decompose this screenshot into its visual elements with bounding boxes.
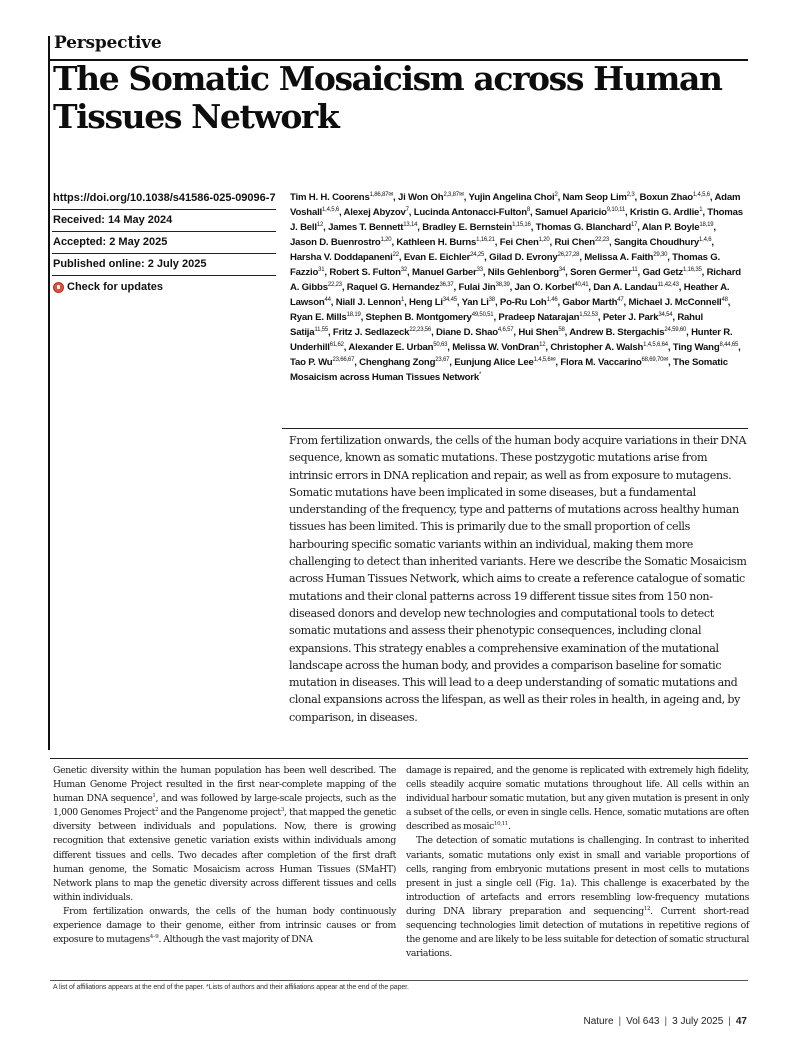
author-name: Yujin Angelina Choi	[468, 192, 555, 203]
author-name: Hunter R. Underhill	[290, 327, 733, 353]
author-name: Heather A. Lawson	[290, 282, 730, 308]
author-name: Diane D. Shao	[436, 327, 498, 338]
affiliation-marker: 1,86,87✉	[369, 192, 394, 198]
affiliation-marker: 18,19	[699, 222, 714, 228]
affiliation-marker: 38	[488, 297, 495, 303]
affiliation-marker: 8,44,65	[719, 342, 739, 348]
author-name: Soren Germer	[570, 267, 632, 278]
author-name: Rui Chen	[554, 237, 595, 248]
author-name: Alan P. Boyle	[641, 222, 700, 233]
citation-ref[interactable]: 3	[280, 807, 284, 814]
affiliation-marker: 11,42,43	[657, 282, 679, 288]
author-name: Richard A. Gibbs	[290, 267, 741, 293]
affiliation-marker: 24,59,60	[664, 327, 687, 333]
author-name: Tao P. Wu	[290, 357, 333, 368]
author-name: Jan O. Korbel	[514, 282, 575, 293]
affiliation-marker: 44	[324, 297, 331, 303]
author-name: Kathleen H. Burns	[396, 237, 477, 248]
author-name: Tim H. H. Coorens	[290, 192, 370, 203]
affiliation-marker: 22,23	[594, 237, 609, 243]
author-name: Alexej Abyzov	[343, 207, 406, 218]
affiliation-marker: 17	[631, 222, 638, 228]
doi-link[interactable]: https://doi.org/10.1038/s41586-025-09096-7	[53, 192, 276, 204]
affiliation-marker: 23,66,67	[332, 357, 355, 363]
affiliation-marker: 47	[617, 297, 624, 303]
affiliation-marker: 34	[558, 267, 566, 273]
affiliation-marker: 11,55	[314, 327, 328, 333]
affiliation-marker: 1,4,6	[699, 237, 712, 243]
affiliation-marker: 49,50,51	[471, 312, 494, 318]
affiliation-marker: 38,39	[495, 282, 510, 288]
author-name: Kristin G. Ardlie	[629, 207, 700, 218]
author-name: Eunjung Alice Lee	[454, 357, 534, 368]
affiliation-marker: 2,3	[626, 192, 635, 198]
author-name: Robert S. Fulton	[329, 267, 401, 278]
author-name: Gabor Marth	[562, 297, 618, 308]
author-name: The Somatic Mosaicism across Human Tissues Network	[290, 357, 728, 383]
affiliation-marker: 24,25	[470, 252, 485, 258]
affiliation-marker: 33	[476, 267, 483, 273]
author-name: Christopher A. Walsh	[550, 342, 644, 353]
check-for-updates-button[interactable]	[52, 275, 276, 297]
author-name: Dan A. Landau	[593, 282, 658, 293]
author-name: Manuel Garber	[411, 267, 477, 278]
crossmark-icon	[53, 282, 64, 293]
affiliation-marker: 18,19	[346, 312, 361, 318]
author-name: Boxun Zhao	[639, 192, 693, 203]
affiliation-marker: 1,4,5,6,64	[643, 342, 668, 348]
affiliation-marker: 68,69,70✉	[641, 357, 669, 363]
affiliation-marker: 1,52,53	[579, 312, 598, 318]
affiliation-marker: 2,3,87✉	[443, 192, 464, 198]
left-vertical-rule	[48, 36, 50, 750]
author-name: Flora M. Vaccarino	[560, 357, 642, 368]
affiliation-marker: 34,54	[658, 312, 673, 318]
author-name: James T. Bennett	[328, 222, 404, 233]
author-name: Peter J. Park	[602, 312, 659, 323]
affiliation-marker: 58	[558, 327, 565, 333]
accepted-date: Accepted: 2 May 2025	[52, 231, 276, 253]
affiliation-marker: 4,6,57	[497, 327, 514, 333]
author-name: Rahul Satija	[290, 312, 703, 338]
author-name: Sangita Choudhury	[613, 237, 700, 248]
author-name: Niall J. Lennon	[335, 297, 401, 308]
author-name: Thomas G. Fazzio	[290, 252, 720, 278]
author-name: Po-Ru Loh	[499, 297, 547, 308]
body-paragraph: damage is repaired, and the genome is replicated with extremely high fidelity, cells steadily acquire somatic mutations throughout life. All cells within an individual harbour somatic mutation, but any given mutation is present in only a subset of the cells, or even in single cells. Hence, somatic mutations are often described as mosaic$^{10,11}$.	[406, 765, 749, 833]
footnote: A list of affiliations appears at the end of the paper. *Lists of authors and their affiliations appear at the end of the paper.	[53, 984, 409, 991]
author-list: Tim H. H. Coorens$^{1,86,87✉}$, Ji Won $Oh^{2,3,87✉}$, Yujin Angelina Choi$^2$, Nam Seop Lim$^{2,3}$, Boxun Zhao$^{1,4,5,6}$, Adam Voshall$^{1,4,5,6}$, Alexej Abyzov$^7$, Lucinda Antonacci-Fulton$^8$, Samuel Aparicio$^{9,10,11}$, Kristin G. Ardlie$^1$, Thomas J. Bell$^{12}$, James T. Bennett$^{13,14}$, Bradley E. Bernstein$^{1,15,16}$, Thomas G. Blanchard$^{17}$, Alan P. Boyle$^{18,19}$, Jason D. Buenrostro$^{1,20}$, Kathleen H. Burns$^{1,16,21}$, Fei Chen$^{1,20}$, Rui Chen$^{22,23}$, Sangita Choudhury$^{1,4,6}$, Harsha V. Doddapaneni$^{22}$, Evan E. Eichler$^{24,25}$, Gilad D. Evrony$^{26,27,28}$, Melissa A. Faith$^{29,30}$, Thomas G. Fazzio$^{31}$, Robert S. Fulton$^{32}$, Manuel Garber$^{33}$, Nils Gehlenborg$^{34}$, Soren Germer$^{11}$, Gad Getz$^{1,16,35}$, Richard A. Gibbs$^{22,23}$, Raquel G. Hernandez$^{36,37}$, Fulai Jin$^{38,39}$, Jan O. Korbel$^{40,41}$, Dan A. Landau$^{11,42,43}$, Heather A. Lawson$^{44}$, Niall J. Lennon$^1$, Heng Li$^{34,45}$, Yan Li$^{38}$, Po-Ru Loh$^{1,46}$, Gabor Marth$^{47}$, Michael J. McConnell$^{48}$, Ryan E. Mills$^{18,19}$, Stephen B. Montgomery$^{49,50,51}$, Pradeep Natarajan$^{1,52,53}$, Peter J. Park$^{34,54}$, Rahul Satija$^{11,55}$, Fritz J. Sedlazeck$^{22,23,56}$, Diane D. Shao$^{4,6,57}$, Hui Shen$^{58}$, Andrew B. Stergachis$^{24,59,60}$, Hunter R. Underhill$^{61,62}$, Alexander E. Urban$^{50,63}$, Melissa W. VonDran$^{12}$, Christopher A. Walsh$^{1,4,5,6,64}$, Ting Wang$^{8,44,65}$, Tao P. Wu$^{23,66,67}$, Chenghang Zong$^{23,67}$, Eunjung Alice Lee$^{1,4,5,6✉}$, Flora M. Vaccarino$^{68,69,70✉}$, The Somatic Mosaicism across Human Tissues Network*	[290, 192, 743, 383]
affiliation-marker: 61,62	[329, 342, 344, 348]
author-name: Melissa A. Faith	[584, 252, 654, 263]
author-name: Evan E. Eichler	[403, 252, 471, 263]
affiliation-marker: 1,16,35	[683, 267, 702, 273]
affiliation-marker: 1,20	[380, 237, 392, 243]
affiliation-marker: 26,27,28	[557, 252, 580, 258]
author-name: Harsha V. Doddapaneni	[290, 252, 393, 263]
body-paragraph: The detection of somatic mutations is challenging. In contrast to inherited variants, somatic mutations only exist in small and variable proportions of cells, ranging from embryonic mutations present in most cells to mutations present in just a single cell (Fig. 1a). This challenge is exacerbated by the introduction of artefacts and errors resembling low-frequency mutations during DNA library preparation and sequencing$^{12}$. Current short-read sequencing technologies limit detection of mutations in repetitive regions of the genome and are likely to be less suitable for detection of somatic structural variations.	[406, 835, 749, 960]
affiliation-marker: 22	[392, 252, 399, 258]
affiliation-marker: 31	[318, 267, 325, 273]
affiliation-marker: 50,63	[433, 342, 448, 348]
author-name: Gad Getz	[642, 267, 683, 278]
affiliation-marker: 34,45	[442, 297, 457, 303]
article-title: The Somatic Mosaicism across Human Tissues Network	[53, 59, 722, 136]
author-name: Chenghang Zong	[359, 357, 436, 368]
affiliation-marker: 32	[400, 267, 408, 273]
author-name: Stephen B. Montgomery	[365, 312, 472, 323]
affiliation-marker: 1,4,5,6✉	[533, 357, 556, 363]
citation-ref[interactable]: 1	[152, 793, 156, 800]
published-date: Published online: 2 July 2025	[52, 253, 276, 275]
author-name: Ji Won Oh	[397, 192, 444, 203]
author-name: Heng Li	[409, 297, 443, 308]
affiliation-marker: 7	[405, 207, 409, 213]
author-name: Melissa W. VonDran	[452, 342, 540, 353]
author-name: Pradeep Natarajan	[498, 312, 580, 323]
affiliation-marker: 13,14	[403, 222, 418, 228]
abstract: From fertilization onwards, the cells of the human body acquire variations in their DNA sequence, known as somatic mutations. These postzygotic mutations arise from intrinsic errors in DNA replication and repair, as well as from exposure to mutagens. Somatic mutations have been implicated in some diseases, but a fundamental understanding of the frequency, type and patterns of mutations across healthy human tissues has been limited. This is primarily due to the small proportion of cells harbouring specific somatic variants within an individual, making them more challenging to detect than inherited variants. Here we describe the Somatic Mosaicism across Human Tissues Network, which aims to create a reference catalogue of somatic mutations and their clonal patterns across 19 different tissue sites from 150 non-diseased donors and develop new technologies and computational tools to detect somatic mutations and assess their phenotypic consequences, including clonal expansions. This strategy enables a comprehensive examination of the mutational landscape across the human body, and provides a comparison baseline for somatic mutation in diseases. This will lead to a deep understanding of somatic mutations and clonal expansions across the lifespan, as well as their roles in health, in ageing and, by comparison, in diseases.	[289, 434, 747, 724]
affiliation-marker: 40,41	[574, 282, 589, 288]
journal-volume: Vol 643	[626, 1016, 660, 1027]
affiliation-marker: 36,37	[439, 282, 454, 288]
affiliation-marker: 23,67	[435, 357, 450, 363]
abstract-rule	[282, 428, 748, 429]
citation-ref[interactable]: 12	[643, 905, 651, 912]
author-name: Thomas J. Bell	[290, 207, 743, 233]
affiliation-marker: 22,23	[327, 282, 342, 288]
author-name: Alexander E. Urban	[348, 342, 434, 353]
affiliation-marker: 1,4,5,6	[322, 207, 339, 213]
author-name: Lucinda Antonacci-Fulton	[413, 207, 527, 218]
affiliation-marker: 22,23,56	[409, 327, 432, 333]
affiliation-marker: 1	[400, 297, 405, 303]
author-name: Samuel Aparicio	[534, 207, 607, 218]
author-name: Nils Gehlenborg	[487, 267, 559, 278]
affiliation-marker: 8	[526, 207, 531, 213]
footnote-rule	[50, 980, 748, 981]
page-number: 47	[735, 1016, 747, 1027]
affiliation-marker: 12	[316, 222, 324, 228]
affiliation-marker: 11	[631, 267, 638, 273]
body-paragraph: From fertilization onwards, the cells of the human body continuously experience damage to their genome, either from intrinsic causes or from exposure to mutagens$^{4-9}$. Although the vast majority of DNA	[53, 905, 396, 946]
citation-ref[interactable]: 2	[155, 807, 159, 814]
author-name: Nam Seop Lim	[562, 192, 627, 203]
author-name: Fritz J. Sedlazeck	[332, 327, 410, 338]
body-column-right	[406, 764, 749, 961]
affiliation-marker: 12	[539, 342, 546, 348]
affiliation-marker: 1	[699, 207, 703, 213]
affiliation-marker: 1,15,16	[512, 222, 531, 228]
citation-ref[interactable]: 10,11	[493, 821, 508, 828]
citation-ref[interactable]: 4–9	[149, 934, 159, 941]
page-footer: Nature | Vol 643 | 3 July 2025 | 47	[583, 1016, 747, 1027]
affiliation-marker: *	[478, 372, 482, 378]
issue-date: 3 July 2025	[672, 1016, 724, 1027]
author-name: Raquel G. Hernandez	[346, 282, 440, 293]
affiliation-marker: 1,20	[538, 237, 550, 243]
received-date: Received: 14 May 2024	[52, 209, 276, 231]
author-name: Fulai Jin	[458, 282, 496, 293]
affiliation-marker: 9,10,11	[606, 207, 625, 213]
body-rule	[50, 758, 748, 759]
affiliation-marker: 48	[721, 297, 728, 303]
author-name: Ting Wang	[672, 342, 720, 353]
affiliation-marker: 2	[554, 192, 558, 198]
affiliation-marker: 1,46	[546, 297, 558, 303]
author-name: Fei Chen	[499, 237, 539, 248]
author-name: Adam Voshall	[290, 192, 741, 218]
author-name: Bradley E. Bernstein	[422, 222, 513, 233]
section-label: Perspective	[54, 33, 162, 53]
affiliation-marker: 29,30	[653, 252, 668, 258]
affiliation-marker: 1,4,5,6	[692, 192, 710, 198]
author-name: Hui Shen	[518, 327, 559, 338]
author-name: Gilad D. Evrony	[489, 252, 558, 263]
affiliation-marker: 1,16,21	[476, 237, 495, 243]
body-paragraph: Genetic diversity within the human population has been well described. The Human Genome Project resulted in the first near-complete mapping of the human DNA sequence$^1$, and was followed by large-scale projects, such as the 1,000 Genomes Project$^2$ and the Pangenome project$^3$, that mapped the genetic diversity between individuals and populations. Now, there is growing recognition that extensive genetic variation exists within individuals among different tissues and cells. Two decades after completion of the first draft human genome, the Somatic Mosaicism across Human Tissues (SMaHT) Network plans to map the genetic diversity across different tissues and cells within individuals.	[53, 765, 396, 903]
article-metadata	[52, 190, 276, 297]
author-name: Ryan E. Mills	[290, 312, 347, 323]
author-name: Jason D. Buenrostro	[290, 237, 381, 248]
check-for-updates-label: Check for updates	[67, 281, 163, 293]
author-name: Michael J. McConnell	[628, 297, 722, 308]
author-name: Thomas G. Blanchard	[535, 222, 631, 233]
author-name: Andrew B. Stergachis	[569, 327, 665, 338]
body-column-left	[53, 764, 396, 947]
journal-name: Nature	[583, 1016, 614, 1027]
author-name: Yan Li	[461, 297, 489, 308]
